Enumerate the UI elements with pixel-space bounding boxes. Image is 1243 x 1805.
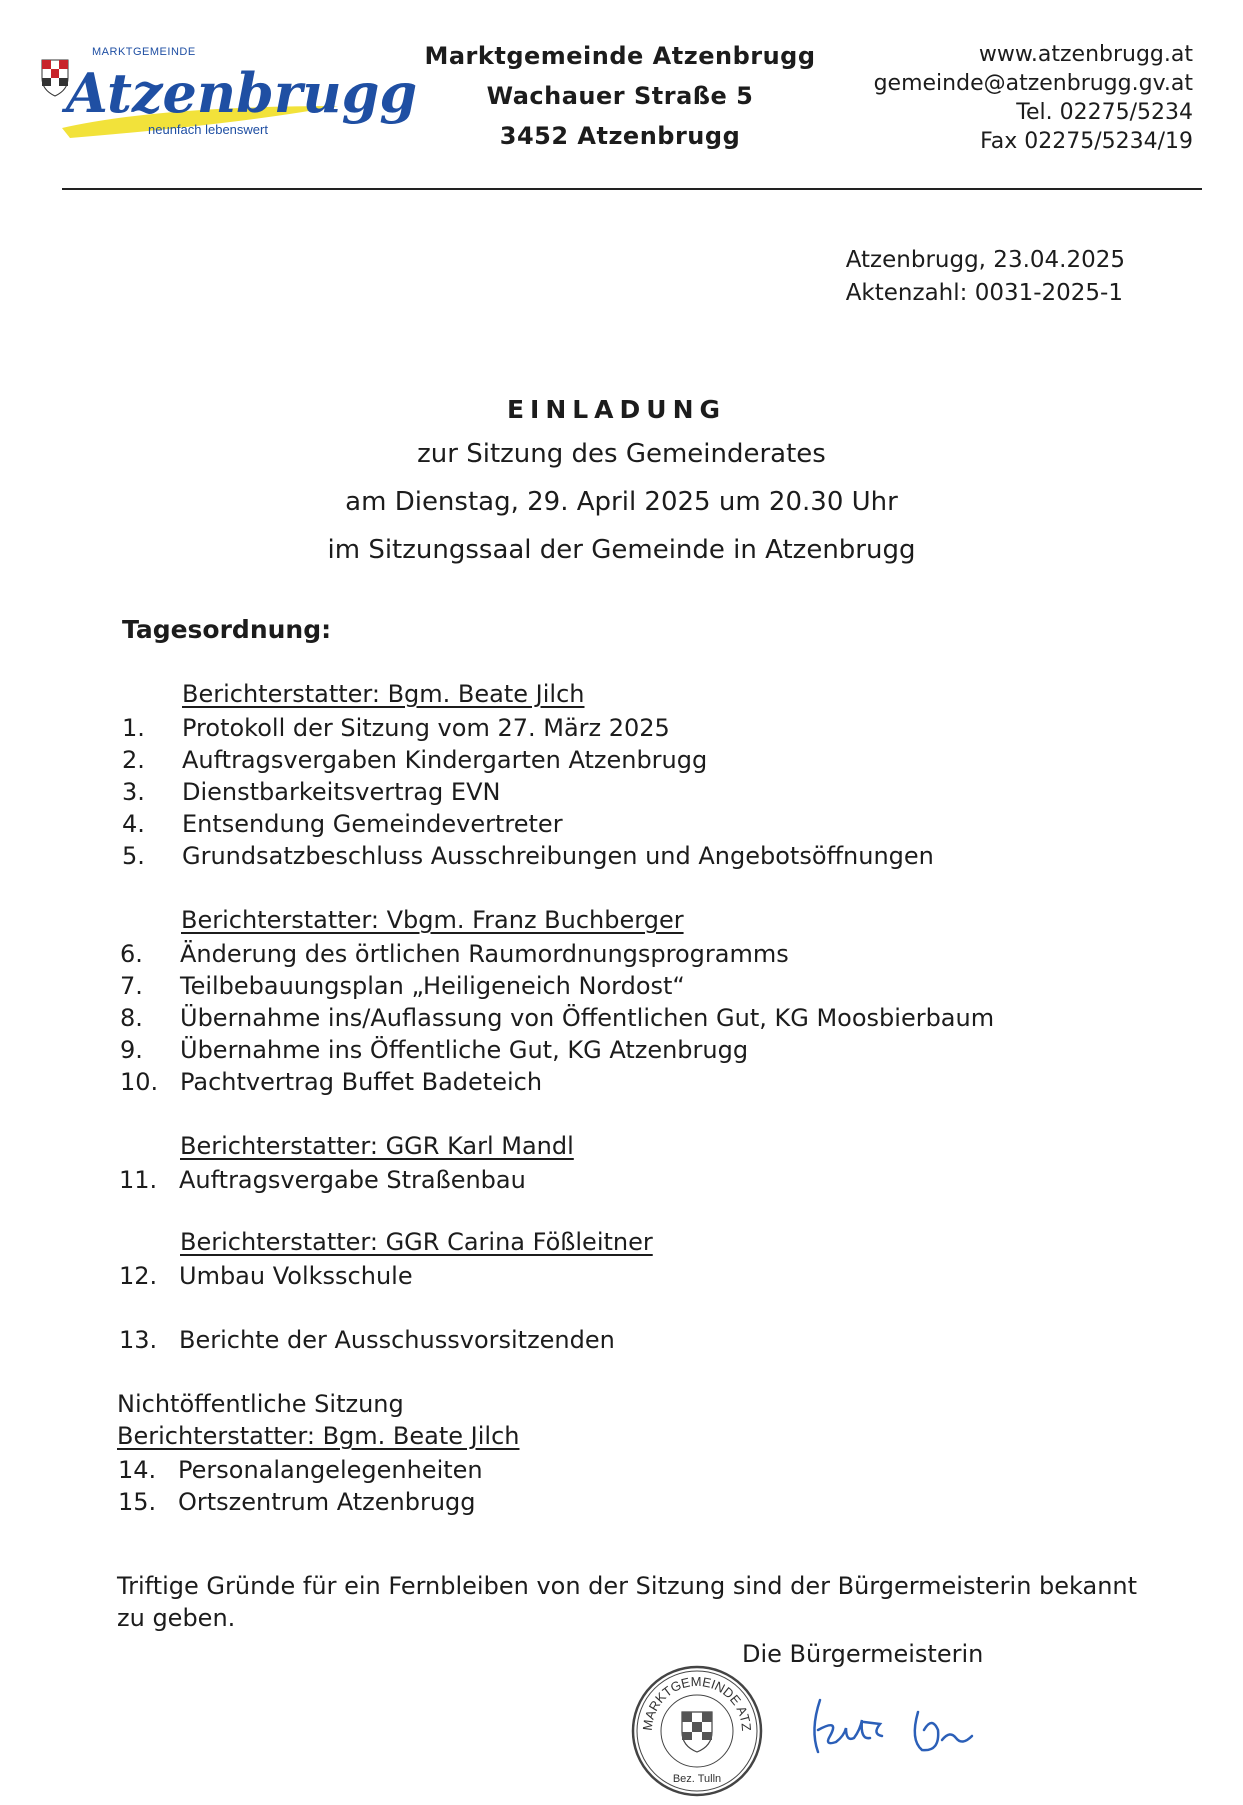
item-text: Pachtvertrag Buffet Badeteich bbox=[180, 1068, 543, 1096]
item-text: Ortszentrum Atzenbrugg bbox=[178, 1488, 476, 1516]
contact-info bbox=[874, 40, 1193, 156]
item-text: Teilbebauungsplan „Heiligeneich Nordost“ bbox=[180, 972, 685, 1000]
item-number: 7. bbox=[120, 972, 143, 1000]
subtitle-line: zur Sitzung des Gemeinderates bbox=[417, 439, 826, 469]
item-text: Auftragsvergaben Kindergarten Atzenbrugg bbox=[182, 746, 708, 774]
item-text: Dienstbarkeitsvertrag EVN bbox=[182, 778, 501, 806]
seal-coat-of-arms-icon bbox=[682, 1712, 712, 1752]
org-name: Marktgemeinde Atzenbrugg bbox=[424, 42, 816, 70]
item-number: 12. bbox=[119, 1262, 158, 1290]
item-number: 15. bbox=[118, 1488, 157, 1516]
closing-note: Triftige Gründe für ein Fernbleiben von der Sitzung sind der Bürgermeisterin bekannt zu geben. bbox=[117, 1572, 1138, 1632]
private-session-label: Nichtöffentliche Sitzung bbox=[117, 1390, 404, 1418]
item-text: Berichte der Ausschussvorsitzenden bbox=[179, 1326, 615, 1354]
item-number: 4. bbox=[122, 810, 145, 838]
item-number: 9. bbox=[120, 1036, 143, 1064]
fax-number: Fax 02275/5234/19 bbox=[980, 129, 1193, 154]
invitation-header bbox=[0, 390, 1243, 574]
logo-top-text: MARKTGEMEINDE bbox=[92, 46, 196, 58]
item-number: 8. bbox=[120, 1004, 143, 1032]
item-text: Übernahme ins/Auflassung von Öffentlichen Gut, KG Moosbierbaum bbox=[180, 1004, 995, 1032]
coat-of-arms-icon bbox=[42, 60, 68, 96]
item-number: 2. bbox=[122, 746, 145, 774]
subtitle-line: im Sitzungssaal der Gemeinde in Atzenbrugg bbox=[327, 535, 916, 565]
official-seal bbox=[628, 1662, 766, 1800]
website-link[interactable]: www.atzenbrugg.at bbox=[978, 42, 1193, 67]
item-text: Personalangelegenheiten bbox=[178, 1456, 483, 1484]
logo-name: Atzenbrugg bbox=[66, 61, 418, 125]
item-number: 3. bbox=[122, 778, 145, 806]
reporter-label: Berichterstatter: Bgm. Beate Jilch bbox=[117, 1422, 520, 1450]
item-number: 14. bbox=[118, 1456, 157, 1484]
item-number: 13. bbox=[119, 1326, 158, 1354]
signer-title: Die Bürgermeisterin bbox=[742, 1640, 984, 1668]
item-number: 10. bbox=[120, 1068, 159, 1096]
document-meta bbox=[846, 244, 1125, 310]
item-text: Übernahme ins Öffentliche Gut, KG Atzenbrugg bbox=[180, 1036, 749, 1064]
item-number: 1. bbox=[122, 714, 145, 742]
item-text: Protokoll der Sitzung vom 27. März 2025 bbox=[182, 714, 670, 742]
document-title: EINLADUNG bbox=[506, 395, 727, 424]
email-link[interactable]: gemeinde@atzenbrugg.gv.at bbox=[873, 71, 1193, 96]
municipality-logo bbox=[40, 36, 418, 166]
subtitle-line: am Dienstag, 29. April 2025 um 20.30 Uhr bbox=[345, 487, 898, 517]
file-number: Aktenzahl: 0031-2025-1 bbox=[845, 280, 1123, 306]
item-text: Änderung des örtlichen Raumordnungsprogramms bbox=[180, 940, 789, 968]
reporter-label: Berichterstatter: GGR Carina Fößleitner bbox=[180, 1228, 653, 1256]
reporter-label: Berichterstatter: GGR Karl Mandl bbox=[180, 1132, 574, 1160]
org-city: 3452 Atzenbrugg bbox=[499, 122, 741, 150]
item-number: 6. bbox=[120, 940, 143, 968]
place-date: Atzenbrugg, 23.04.2025 bbox=[845, 247, 1125, 273]
reporter-label: Berichterstatter: Vbgm. Franz Buchberger bbox=[181, 906, 684, 934]
reporter-label: Berichterstatter: Bgm. Beate Jilch bbox=[182, 680, 585, 708]
org-address bbox=[400, 36, 840, 156]
seal-text: MARKTGEMEINDE ATZ bbox=[639, 1673, 755, 1732]
seal-district: Bez. Tulln bbox=[672, 1773, 722, 1785]
handwritten-signature bbox=[800, 1690, 1000, 1770]
item-text: Grundsatzbeschluss Ausschreibungen und Angebotsöffnungen bbox=[182, 842, 934, 870]
phone-number: Tel. 02275/5234 bbox=[1016, 100, 1193, 125]
item-text: Entsendung Gemeindevertreter bbox=[182, 810, 563, 838]
item-number: 11. bbox=[119, 1166, 158, 1194]
logo-tagline: neunfach lebenswert bbox=[148, 122, 268, 137]
item-text: Umbau Volksschule bbox=[179, 1262, 413, 1290]
item-text: Auftragsvergabe Straßenbau bbox=[179, 1166, 526, 1194]
item-number: 5. bbox=[122, 842, 145, 870]
agenda-heading: Tagesordnung: bbox=[122, 615, 332, 644]
header-divider bbox=[62, 188, 1202, 190]
org-street: Wachauer Straße 5 bbox=[486, 82, 754, 110]
